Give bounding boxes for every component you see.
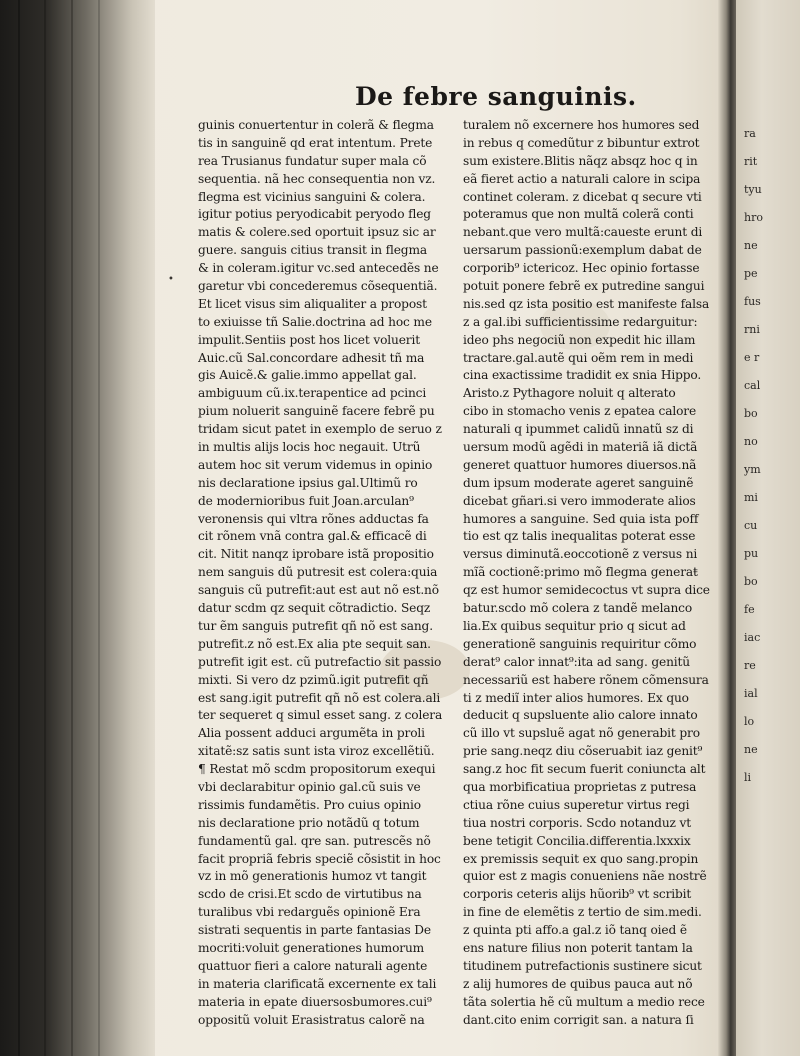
text-line-content: tio est qz talis inequalitas poterat esse: [463, 529, 696, 544]
text-line: [463, 582, 717, 600]
text-line: [198, 403, 454, 421]
text-line: [198, 725, 454, 743]
text-line: [463, 153, 717, 171]
adjoining-page-fragment: rit: [744, 155, 758, 168]
gutter-streak: [98, 0, 100, 1056]
text-line-content: eã fieret actio a naturali calore in scipa: [463, 171, 701, 186]
text-line: [463, 564, 717, 582]
text-line-content: pium noluerit sanguinẽ facere febrẽ pu: [198, 404, 435, 419]
text-line: [463, 528, 717, 546]
text-line: [198, 1012, 454, 1030]
text-line-content: ideo phs negociũ non expedit hic illam: [463, 332, 696, 347]
text-line-content: mocriti:voluit generationes humorum: [198, 940, 425, 955]
text-line-content: flegma est vicinius sanguini & colera.: [198, 189, 426, 204]
adjoining-page-fragment: ra: [744, 127, 756, 140]
text-line: [198, 851, 454, 869]
text-line: [463, 403, 717, 421]
adjoining-page-fragment: lo: [744, 715, 755, 728]
adjoining-page-fragment: iac: [744, 631, 761, 644]
text-column-right: [463, 117, 717, 1029]
text-line: [463, 278, 717, 296]
text-line: [463, 851, 717, 869]
text-line-content: corporis ceteris alijs hũorib⁹ vt scribit: [463, 887, 692, 902]
text-line: [198, 206, 454, 224]
text-line: [198, 278, 454, 296]
text-line: [198, 242, 454, 260]
text-line-content: scdo de crisi.Et scdo de virtutibus na: [198, 887, 422, 902]
text-line: [463, 922, 717, 940]
text-line-content: necessariũ est habere rõnem cõmensura: [463, 672, 709, 687]
left-margin-shadow: [0, 0, 155, 1056]
text-line-content: ambiguum cũ.ix.terapentice ad pcinci: [198, 386, 427, 401]
text-line: [463, 546, 717, 564]
text-line: [463, 493, 717, 511]
text-line-content: nis declaratione prio notãdũ q totum: [198, 815, 420, 830]
text-line: [463, 690, 717, 708]
gutter-streak: [44, 0, 46, 1056]
text-line: [198, 493, 454, 511]
gutter-streak: [18, 0, 20, 1056]
text-line: [198, 797, 454, 815]
text-line-content: generet quattuor humores diuersos.nã: [463, 457, 697, 472]
text-line-content: generationẽ sanguinis requiritur cõmo: [463, 636, 697, 651]
text-line: [198, 779, 454, 797]
text-line-content: matis & colere.sed oportuit ipsuz sic ar: [198, 225, 436, 240]
text-line-content: humores a sanguine. Sed quia ista poff: [463, 511, 699, 526]
text-line-content: cina exactissime tradidit ex snia Hippo.: [463, 368, 702, 383]
text-line-content: ens nature filius non poterit tantam la: [463, 940, 693, 955]
text-line: [198, 296, 454, 314]
adjoining-page-fragment: bo: [744, 575, 758, 588]
text-line: [463, 224, 717, 242]
text-line-content: in materia clarificatã excernente ex tali: [198, 976, 437, 991]
text-line: [463, 958, 717, 976]
text-line-content: turalem nõ excernere hos humores sed: [463, 118, 700, 132]
text-line-content: tãta solertia hẽ cũ multum a medio rece: [463, 994, 705, 1009]
text-line-content: qz est humor semidecoctus vt supra dice: [463, 583, 710, 598]
text-line: [198, 636, 454, 654]
text-line: [198, 743, 454, 761]
text-line: [198, 171, 454, 189]
text-line: [463, 332, 717, 350]
text-line-content: nebant.que vero multã:caueste erunt di: [463, 225, 703, 240]
text-line-content: nem sanguis dũ putresit est colera:quia: [198, 565, 438, 580]
text-line: [198, 618, 454, 636]
text-line: [198, 189, 454, 207]
text-line-content: deducit q supsluente alio calore innato: [463, 708, 698, 723]
adjoining-page-fragment: pu: [744, 547, 759, 560]
adjoining-page-fragment: fe: [744, 603, 755, 616]
adjoining-page-fragment: ne: [744, 743, 758, 756]
adjoining-page-fragment: ne: [744, 239, 758, 252]
text-line-content: continet coleram. z dicebat q secure vti: [463, 189, 702, 204]
text-line: [463, 672, 717, 690]
text-line: [198, 528, 454, 546]
adjoining-page-fragment: rni: [744, 323, 760, 336]
adjoining-page-fragment: fus: [744, 295, 761, 308]
text-line-content: nis.sed qz ista positio est manifeste falsa: [463, 296, 710, 311]
text-line: [198, 117, 454, 135]
text-line-content: vbi declarabitur opinio gal.cũ suis ve: [198, 779, 421, 794]
text-line-content: sang.z hoc fit secum fuerit coniuncta alt: [463, 762, 706, 777]
text-line-content: rissimis fundamẽtis. Pro cuius opinio: [198, 797, 421, 812]
text-line: [198, 886, 454, 904]
text-line: [463, 457, 717, 475]
text-line: [463, 636, 717, 654]
text-line-content: & in coleram.igitur vc.sed antecedẽs ne: [198, 261, 439, 276]
text-line: [463, 743, 717, 761]
text-line-content: putrefit igit est. cũ putrefactio sit passio: [198, 654, 442, 669]
text-line: [198, 332, 454, 350]
text-line-content: uersarum passionũ:exemplum dabat de: [463, 243, 702, 258]
adjoining-page-fragment: pe: [744, 267, 758, 280]
text-line-content: uersum modũ agẽdi in materiã iã dictã: [463, 440, 698, 455]
text-line: [463, 618, 717, 636]
text-line-content: sanguis cũ putrefit:aut est aut nõ est.nõ: [198, 583, 439, 598]
text-line-content: fundamentũ gal. qre san. putrescẽs nõ: [198, 833, 431, 848]
text-line: [198, 707, 454, 725]
text-line-content: igitur potius peryodicabit peryodo fleg: [198, 207, 431, 222]
gutter-streak: [71, 0, 73, 1056]
text-line-content: cit. Nitit nanqz iprobare istã propositio: [198, 547, 434, 562]
adjoining-page-fragment: tyu: [744, 183, 762, 196]
adjoining-page-fragment: hro: [744, 211, 763, 224]
text-line-content: sum existere.Blitis nãqz absqz hoc q in: [463, 153, 698, 168]
text-line: [463, 367, 717, 385]
text-line: [463, 761, 717, 779]
text-line: [463, 815, 717, 833]
text-line-content: cũ illo vt supsluẽ agat nõ generabit pro: [463, 726, 700, 741]
text-line: [198, 260, 454, 278]
text-line: [463, 421, 717, 439]
text-line: [463, 171, 717, 189]
text-line: [198, 564, 454, 582]
text-line: [463, 475, 717, 493]
adjoining-page-fragment: re: [744, 659, 756, 672]
text-line-content: turalibus vbi redarguẽs opinionẽ Era: [198, 905, 421, 920]
text-line-content: qua morbificatiua proprietas z putresa: [463, 779, 697, 794]
text-line-content: garetur vbi concederemus cõsequentiã.: [198, 279, 438, 294]
adjoining-page-fragment: ial: [744, 687, 758, 700]
text-line: [198, 690, 454, 708]
text-line-content: xitatẽ:sz satis sunt ista viroz excellẽtiũ.: [198, 744, 435, 759]
text-line: [198, 940, 454, 958]
text-line-content: naturali q ipummet calidũ innatũ sz di: [463, 422, 694, 437]
text-line: [198, 994, 454, 1012]
text-line-content: in fine de elemẽtis z tertio de sim.medi.: [463, 905, 702, 920]
text-line: [463, 904, 717, 922]
adjoining-page-fragment: no: [744, 435, 758, 448]
book-binding: [718, 0, 736, 1056]
text-line-content: gis Auicẽ.& galie.immo appellat gal.: [198, 368, 417, 383]
text-line: [463, 260, 717, 278]
text-line: [463, 940, 717, 958]
text-line-content: z alij humores de quibus pauca aut nõ: [463, 976, 693, 991]
adjoining-page-fragment: mi: [744, 491, 758, 504]
text-line-content: lia.Ex quibus sequitur prio q sicut ad: [463, 618, 686, 633]
text-line-content: tis in sanguinẽ qd erat intentum. Prete: [198, 135, 433, 150]
text-line: [198, 314, 454, 332]
text-line: [198, 511, 454, 529]
text-line-content: tridam sicut patet in exemplo de seruo z: [198, 422, 442, 437]
text-line: [198, 922, 454, 940]
adjoining-page-fragment: cu: [744, 519, 758, 532]
text-line: [463, 242, 717, 260]
text-line-content: tur ẽm sanguis putrefit qñ nõ est sang.: [198, 618, 433, 633]
text-line-content: batur.scdo mõ colera z tandẽ melanco: [463, 601, 693, 616]
text-line: [463, 350, 717, 368]
text-line-content: ter sequeret q simul esset sang. z colera: [198, 708, 443, 723]
text-line-content: to exiuisse tñ Salie.doctrina ad hoc me: [198, 314, 432, 329]
text-line: [463, 725, 717, 743]
text-line: [198, 350, 454, 368]
text-line-content: sistrati sequentis in parte fantasias De: [198, 923, 431, 938]
text-line: [198, 672, 454, 690]
adjoining-page-edge: [736, 0, 800, 1056]
text-line: [198, 958, 454, 976]
text-line-content: datur scdm qz sequit cõtradictio. Seqz: [198, 601, 431, 616]
text-line: [198, 654, 454, 672]
text-line-content: impulit.Sentiis post hos licet voluerit: [198, 332, 420, 347]
text-line-content: corporib⁹ ictericoz. Hec opinio fortasse: [463, 261, 700, 276]
adjoining-page-fragment: e r: [744, 351, 760, 364]
page-title: De febre sanguinis.: [355, 82, 637, 111]
text-line: [198, 833, 454, 851]
text-line: [198, 457, 454, 475]
text-line: [463, 654, 717, 672]
text-line-content: prie sang.neqz diu cõseruabit iaz genit⁹: [463, 744, 703, 759]
text-column-left: [198, 117, 454, 1029]
text-line-content: in multis alijs locis hoc negauit. Utrũ: [198, 440, 421, 455]
text-line: [463, 886, 717, 904]
text-line: [198, 385, 454, 403]
adjoining-page-fragment: bo: [744, 407, 758, 420]
text-line-content: facit propriã febris speciẽ cõsistit in hoc: [198, 851, 441, 866]
adjoining-page-fragment: ym: [744, 463, 761, 476]
margin-mark: •: [168, 274, 174, 285]
text-line-content: sequentia. nã hec consequentia non vz.: [198, 171, 436, 186]
text-line: [198, 868, 454, 886]
text-line: [198, 367, 454, 385]
text-line: [463, 296, 717, 314]
text-line-content: Alia possent adduci argumẽta in proli: [198, 726, 425, 741]
text-line-content: veronensis qui vltra rõnes adductas fa: [198, 511, 429, 526]
text-line: [198, 439, 454, 457]
text-line: [198, 153, 454, 171]
text-line-content: quior est z magis conueniens nãe nostrẽ: [463, 869, 707, 884]
text-line-content: versus diminutã.eoccotionẽ z versus ni: [463, 547, 698, 562]
text-line-content: cibo in stomacho venis z epatea calore: [463, 404, 697, 419]
text-line: [198, 904, 454, 922]
text-line-content: dant.cito enim corrigit san. a natura ſi: [463, 1012, 694, 1027]
text-line-content: guinis conuertentur in colerã & flegma: [198, 118, 434, 132]
text-line: [198, 475, 454, 493]
text-line: [198, 976, 454, 994]
text-line-content: z quinta pti affo.a gal.z iõ tanq oied ẽ: [463, 923, 687, 938]
text-line-content: tiua nostri corporis. Scdo notanduz vt: [463, 815, 691, 830]
text-line-content: potuit ponere febrẽ ex putredine sangui: [463, 279, 705, 294]
text-line: [463, 511, 717, 529]
text-line: [198, 224, 454, 242]
text-line: [198, 582, 454, 600]
text-line: [198, 421, 454, 439]
text-line: [463, 135, 717, 153]
text-line-content: ti z mediĩ inter alios humores. Ex quo: [463, 690, 689, 705]
text-line-content: mĩã coctionẽ:primo mõ flegma generaŧ: [463, 565, 698, 580]
text-line: [198, 546, 454, 564]
text-line: [463, 994, 717, 1012]
text-line-content: quattuor fieri a calore naturali agente: [198, 958, 428, 973]
text-line-content: guere. sanguis citius transit in flegma: [198, 243, 427, 258]
text-line: [463, 779, 717, 797]
text-line-content: est sang.igit putrefit qñ nõ est colera.ali: [198, 690, 441, 705]
text-line-content: tractare.gal.autẽ qui oẽm rem in medi: [463, 350, 694, 365]
text-line: [463, 707, 717, 725]
text-line-content: oppositũ voluit Erasistratus calorẽ na: [198, 1012, 425, 1027]
text-line-content: de modernioribus fuit Joan.arculan⁹: [198, 493, 414, 508]
text-line-content: rea Trusianus fundatur super mala cõ: [198, 153, 427, 168]
text-line-content: vz in mõ generationis humoz vt tangit: [198, 869, 427, 884]
text-line-content: dum ipsum moderate ageret sanguinẽ: [463, 475, 694, 490]
text-line-content: Auic.cũ Sal.concordare adhesit tñ ma: [198, 350, 425, 365]
text-line-content: poteramus que non multã colerã conti: [463, 207, 694, 222]
text-line: [463, 206, 717, 224]
text-line-content: titudinem putrefactionis sustinere sicut: [463, 958, 702, 973]
text-line: [463, 976, 717, 994]
text-line: [198, 761, 454, 779]
text-line: [463, 385, 717, 403]
text-line-content: ctiua rõne cuius superetur virtus regi: [463, 797, 690, 812]
text-line-content: bene tetigit Concilia.differentia.lxxxix: [463, 833, 691, 848]
text-line-content: z a gal.ibi sufficientissime redarguitur:: [463, 314, 698, 329]
text-line-content: ¶ Restat mõ scdm propositorum exequi: [198, 762, 436, 777]
text-line: [463, 189, 717, 207]
text-line: [463, 868, 717, 886]
text-line: [198, 600, 454, 618]
text-line-content: dicebat gñari.si vero immoderate alios: [463, 493, 696, 508]
text-line: [463, 1012, 717, 1030]
text-line: [463, 833, 717, 851]
text-line-content: nis declaratione ipsius gal.Ultimũ ro: [198, 475, 418, 490]
text-line: [463, 314, 717, 332]
adjoining-page-fragment: cal: [744, 379, 761, 392]
text-line: [198, 815, 454, 833]
text-line: [463, 600, 717, 618]
text-line-content: Aristo.z Pythagore noluit q alterato: [463, 386, 676, 401]
text-line-content: cit rõnem vnã contra gal.& efficacẽ di: [198, 529, 427, 544]
text-line-content: Et licet visus sim aliqualiter a propost: [198, 296, 427, 311]
adjoining-page-fragment: li: [744, 771, 752, 784]
text-line-content: derat⁹ calor innat⁹:ita ad sang. genitũ: [463, 654, 690, 669]
text-line-content: mixti. Si vero dz pzimũ.igit putrefit qñ: [198, 672, 429, 687]
text-line: [463, 439, 717, 457]
text-line-content: autem hoc sit verum videmus in opinio: [198, 457, 433, 472]
text-line-content: putrefit.z nõ est.Ex alia pte sequit san.: [198, 636, 431, 651]
text-line: [198, 135, 454, 153]
text-line-content: materia in epate diuersosbumores.cui⁹: [198, 994, 432, 1009]
text-line-content: ex premissis sequit ex quo sang.propin: [463, 851, 699, 866]
text-line: [463, 797, 717, 815]
text-line: [463, 117, 717, 135]
text-line-content: in rebus q comedũtur z bibuntur extrot: [463, 135, 700, 150]
